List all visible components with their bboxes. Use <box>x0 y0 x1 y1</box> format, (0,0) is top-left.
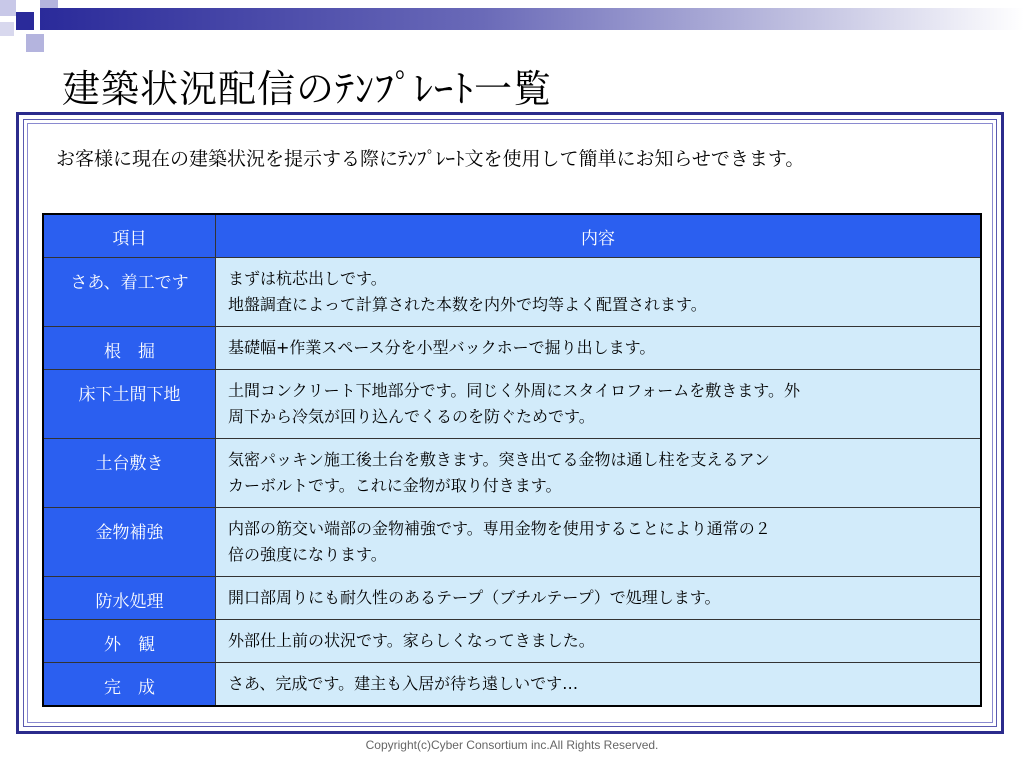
row-content <box>216 508 982 577</box>
content-line: カーボルトです。これに金物が取り付きます。 <box>228 476 562 495</box>
row-content <box>216 370 982 439</box>
column-header-content: 内容 <box>216 214 982 258</box>
copyright-footer: Copyright(c)Cyber Consortium inc.All Rights Reserved. <box>365 738 659 752</box>
content-line: さあ、完成です。建主も入居が待ち遠しいです… <box>228 674 579 693</box>
table-row <box>43 577 981 620</box>
column-header-item: 項目 <box>43 214 216 258</box>
content-line: 外部仕上前の状況です。家らしくなってきました。 <box>228 631 595 650</box>
intro-text: お客様に現在の建築状況を提示する際にﾃﾝﾌﾟﾚｰﾄ文を使用して簡単にお知らせできます。 <box>56 148 805 170</box>
row-content <box>216 258 982 327</box>
content-line: 地盤調査によって計算された本数を内外で均等よく配置されます。 <box>228 295 707 314</box>
table-row <box>43 508 981 577</box>
table-row <box>43 663 981 707</box>
content-line: 周下から冷気が回り込んでくるのを防ぐためです。 <box>228 407 595 426</box>
row-item-label: 外 観 <box>43 620 216 663</box>
row-item-label: さあ、着工です <box>43 258 216 327</box>
row-item-label: 完 成 <box>43 663 216 707</box>
row-item-label: 土台敷き <box>43 439 216 508</box>
table-row <box>43 327 981 370</box>
row-item-label: 防水処理 <box>43 577 216 620</box>
row-content <box>216 620 982 663</box>
content-line: まずは杭芯出しです。 <box>228 269 387 288</box>
row-content <box>216 439 982 508</box>
row-content <box>216 327 982 370</box>
content-line: 開口部周りにも耐久性のあるテープ（ブチルテープ）で処理します。 <box>228 588 721 607</box>
template-table <box>42 213 982 707</box>
row-item-label: 金物補強 <box>43 508 216 577</box>
content-line: 倍の強度になります。 <box>228 545 387 564</box>
content-line: 土間コンクリート下地部分です。同じく外周にスタイロフォームを敷きます。外 <box>228 381 801 400</box>
page-title: 建築状況配信のﾃﾝﾌﾟﾚｰﾄ一覧 <box>62 67 553 111</box>
header-gradient-bar <box>40 8 1024 30</box>
table-row <box>43 370 981 439</box>
row-content <box>216 663 982 707</box>
table-row <box>43 258 981 327</box>
content-line: 内部の筋交い端部の金物補強です。専用金物を使用することにより通常の２ <box>228 519 771 538</box>
row-item-label: 床下土間下地 <box>43 370 216 439</box>
content-line: 基礎幅+作業スペース分を小型バックホーで掘り出します。 <box>228 338 656 357</box>
row-item-label: 根 掘 <box>43 327 216 370</box>
table-row <box>43 620 981 663</box>
table-row <box>43 439 981 508</box>
row-content <box>216 577 982 620</box>
content-line: 気密パッキン施工後土台を敷きます。突き出てる金物は通し柱を支えるアン <box>228 450 770 469</box>
table-header-row <box>43 214 981 258</box>
